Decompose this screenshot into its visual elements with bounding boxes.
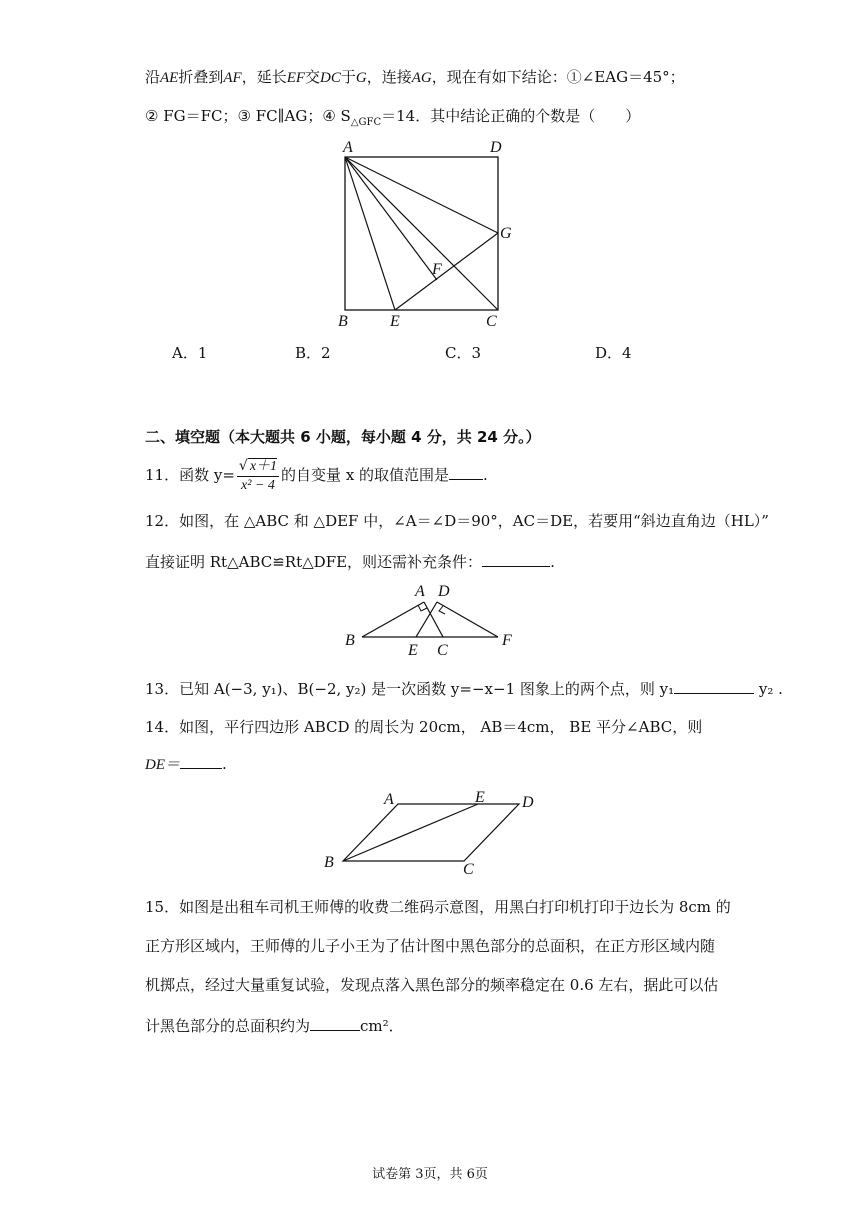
label-A: A — [384, 791, 394, 808]
page-footer: 试卷第 3页，共 6页 — [372, 1167, 488, 1182]
section-title: 二、填空题（本大题共 6 小题，每小题 4 分，共 24 分。） — [145, 428, 541, 446]
label-C: C — [437, 642, 448, 659]
label-E: E — [408, 642, 418, 659]
q12-triangles-figure — [340, 580, 530, 660]
q15-line2: 正方形区域内，王师傅的儿子小王为了估计图中黑色部分的总面积，在正方形区域内随 — [145, 937, 716, 955]
label-E: E — [390, 313, 400, 330]
q12-answer-blank[interactable] — [482, 550, 550, 567]
q14-line2: DE＝ . — [145, 752, 227, 775]
q14-parallelogram-figure — [318, 785, 548, 875]
q10-line1: 沿AE折叠到AF，延长EF交DC于G，连接AG，现在有如下结论：①∠EAG＝45°； — [145, 68, 685, 86]
label-C: C — [463, 861, 474, 875]
option-b[interactable]: B．2 — [295, 344, 331, 362]
q11-fraction: $\frac{√ x+1}{\text{x² − 4}}$ — [238, 458, 278, 493]
q14-line1: 14．如图，平行四边形 ABCD 的周长为 20cm， AB＝4cm， BE 平分∠ABC，则 — [145, 718, 703, 736]
q13-answer-blank[interactable] — [674, 677, 754, 694]
label-D: D — [522, 794, 534, 811]
label-D: D — [490, 139, 502, 156]
q14-answer-blank[interactable] — [180, 752, 222, 769]
label-B: B — [345, 632, 355, 649]
label-A: A — [343, 139, 353, 156]
q15-line1: 15．如图是出租车司机王师傅的收费二维码示意图，用黑白打印机打印于边长为 8cm 的 — [145, 898, 731, 916]
label-F: F — [502, 632, 512, 649]
label-D: D — [438, 583, 450, 600]
option-c[interactable]: C．3 — [445, 344, 482, 362]
label-C: C — [486, 313, 497, 330]
q15-line3: 机掷点，经过大量重复试验，发现点落入黑色部分的频率稳定在 0.6 左右，据此可以估 — [145, 976, 719, 994]
label-E: E — [475, 789, 485, 806]
q12-line1: 12．如图，在 △ABC 和 △DEF 中，∠A＝∠D＝90°，AC＝DE，若要用“斜边直角边（HL）” — [145, 512, 769, 530]
option-d[interactable]: D．4 — [595, 344, 632, 362]
label-B: B — [338, 313, 348, 330]
label-F: F — [432, 261, 442, 278]
q15-line4: 计黑色部分的总面积约为 cm²． — [145, 1014, 404, 1036]
q12-line2: 直接证明 Rt△ABC≌Rt△DFE，则还需补充条件： . — [145, 550, 555, 572]
q15-answer-blank[interactable] — [310, 1014, 360, 1031]
label-A: A — [415, 583, 425, 600]
q13: 13．已知 A(−3, y₁)、B(−2, y₂) 是一次函数 y=−x−1 图象上的两个点，则 y₁ y₂ . — [145, 677, 783, 699]
q10-line2: ② FG＝FC；③ FC∥AG；④ $S_{\triangle GFC}=14$．其中结论正确的个数是（ ） — [145, 107, 641, 128]
label-G: G — [500, 225, 512, 242]
q11-answer-blank[interactable] — [449, 463, 483, 480]
q10-square-figure — [330, 138, 530, 338]
option-a[interactable]: A．1 — [172, 344, 208, 362]
q11: 11．函数 y= $\frac{√ x+1}{\text{x² − 4}}$ 的自变量 x 的取值范围是 . — [145, 458, 488, 493]
label-B: B — [324, 854, 334, 871]
